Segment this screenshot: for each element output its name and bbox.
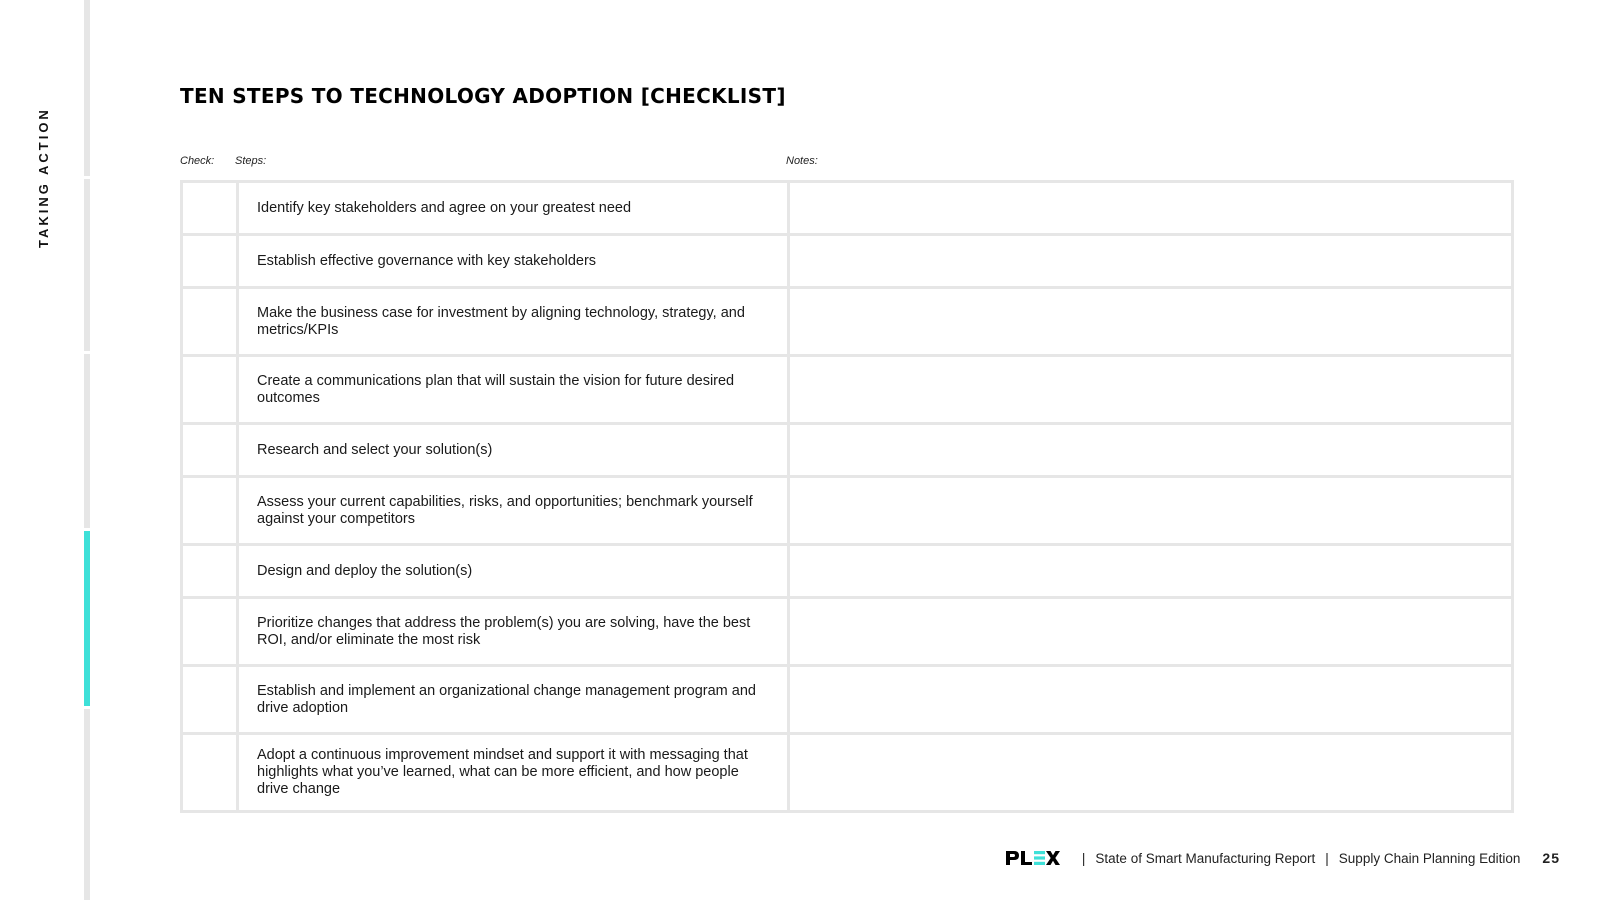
check-box[interactable] [183,289,239,354]
check-box[interactable] [183,735,239,810]
footer-separator: | [1081,850,1086,866]
check-box[interactable] [183,236,239,286]
notes-field[interactable] [790,236,1514,286]
table-row [183,667,1514,735]
report-name: State of Smart Manufacturing Report [1095,850,1316,866]
step-text: Prioritize changes that address the problem(s) you are solving, have the best ROI, and/or eliminate the most risk [239,599,790,664]
rail-segment [84,354,90,528]
step-text: Research and select your solution(s) [239,425,790,475]
checklist-table [180,180,1514,813]
notes-field[interactable] [790,289,1514,354]
rail-segment [84,709,90,900]
plex-logo [1006,850,1060,866]
table-row [183,425,1514,478]
step-text: Identify key stakeholders and agree on your greatest need [239,183,790,233]
column-header-notes: Notes: [786,155,818,167]
check-box[interactable] [183,478,239,543]
step-text: Establish effective governance with key stakeholders [239,236,790,286]
notes-field[interactable] [790,425,1514,475]
check-box[interactable] [183,183,239,233]
notes-field[interactable] [790,599,1514,664]
step-text: Assess your current capabilities, risks, and opportunities; benchmark yourself against your competitors [239,478,790,543]
table-row [183,546,1514,599]
table-row [183,735,1514,813]
rail-segment-active [84,531,90,706]
check-box[interactable] [183,425,239,475]
page-footer [1006,850,1560,866]
notes-field[interactable] [790,183,1514,233]
section-label: TAKING ACTION [36,107,51,248]
check-box[interactable] [183,357,239,422]
table-row [183,599,1514,667]
step-text: Make the business case for investment by aligning technology, strategy, and metrics/KPIs [239,289,790,354]
table-row [183,183,1514,236]
footer-separator: | [1325,850,1329,866]
notes-field[interactable] [790,546,1514,596]
check-box[interactable] [183,667,239,732]
page-title: TEN STEPS TO TECHNOLOGY ADOPTION [CHECKLIST] [180,84,786,108]
check-box[interactable] [183,599,239,664]
table-row [183,289,1514,357]
table-row [183,478,1514,546]
step-text: Create a communications plan that will sustain the vision for future desired outcomes [239,357,790,422]
rail-segment [84,0,90,176]
table-row [183,357,1514,425]
notes-field[interactable] [790,667,1514,732]
check-box[interactable] [183,546,239,596]
column-header-steps: Steps: [235,155,267,167]
rail-segment [84,179,90,351]
plex-logo-icon [1006,850,1060,866]
notes-field[interactable] [790,478,1514,543]
step-text: Design and deploy the solution(s) [239,546,790,596]
column-header-check: Check: [180,155,215,167]
section-progress-rail [84,0,90,900]
table-row [183,236,1514,289]
notes-field[interactable] [790,735,1514,810]
page-number: 25 [1542,850,1560,866]
step-text: Adopt a continuous improvement mindset and support it with messaging that highlights what you’ve learned, what can be more efficient, and how people drive change [239,735,790,810]
report-edition: Supply Chain Planning Edition [1338,850,1521,866]
step-text: Establish and implement an organizational change management program and drive adoption [239,667,790,732]
notes-field[interactable] [790,357,1514,422]
